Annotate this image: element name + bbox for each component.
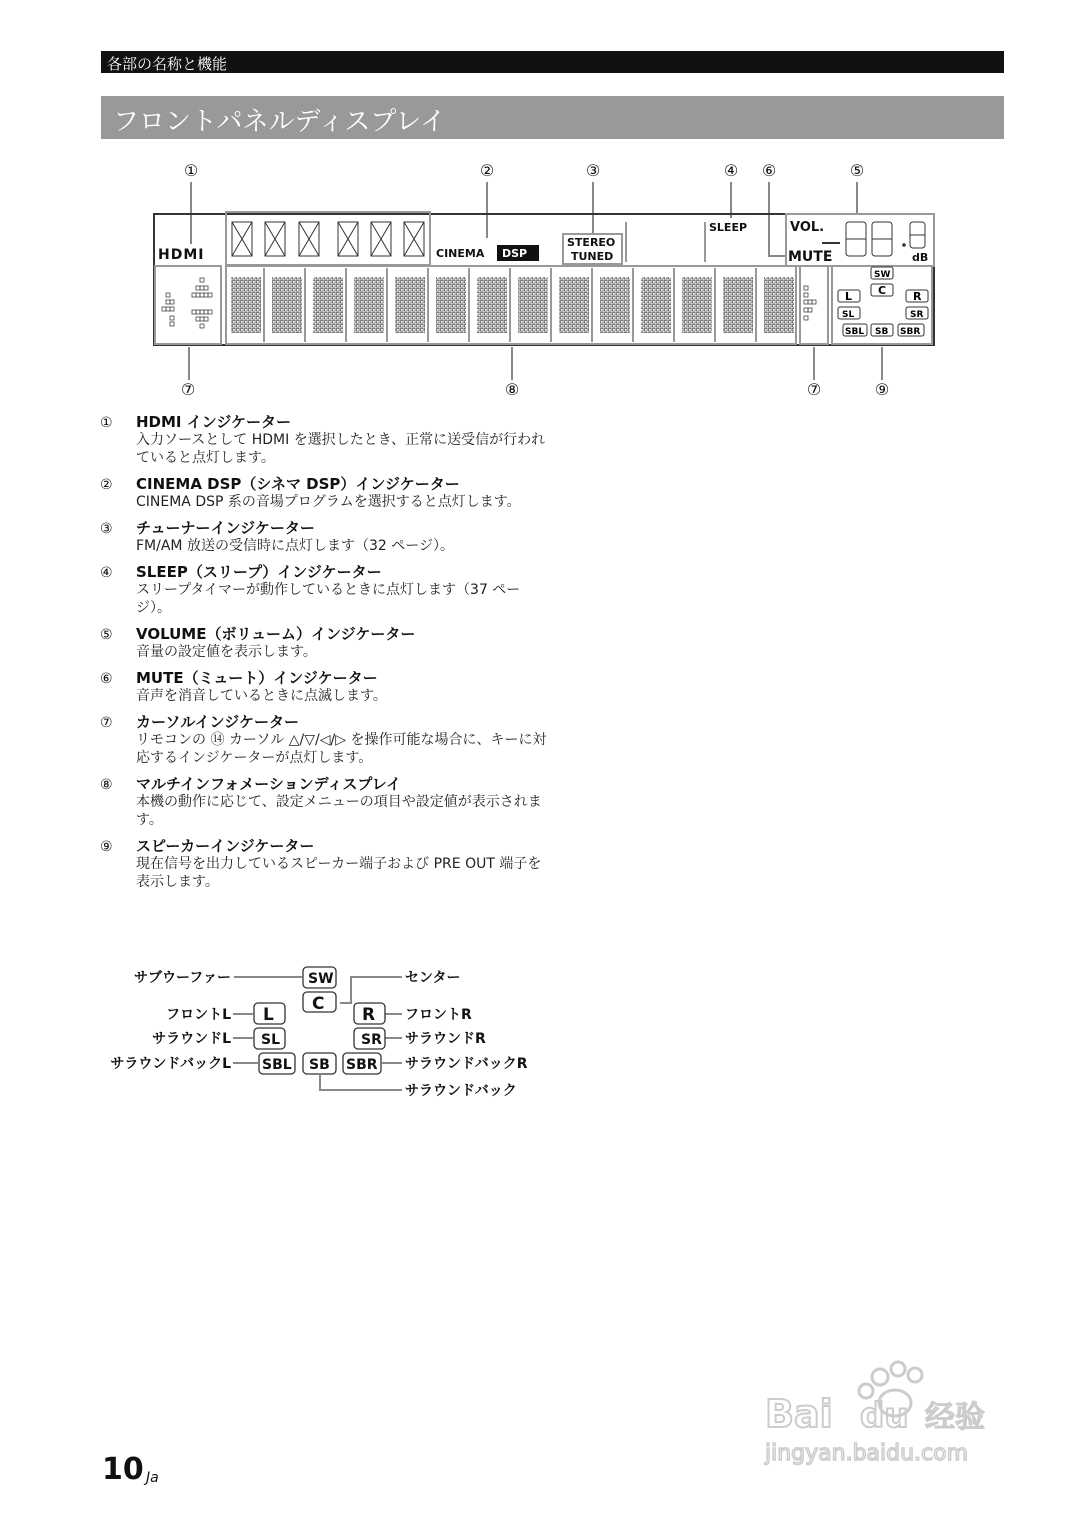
desc-item-sleep: ④ SLEEP（スリープ）インジケーター スリープタイマーが動作しているときに点灯します（37 ページ）。 bbox=[100, 563, 550, 617]
desc-text: 音声を消音しているときに点滅します。 bbox=[136, 688, 387, 704]
map-c: C bbox=[312, 994, 325, 1014]
label-surround-l: サラウンドL bbox=[152, 1031, 231, 1047]
desc-item-cursor: ⑦ カーソルインジケーター リモコンの ⑭ カーソル △/▽/◁/▷ を操作可能な場合に、キーに対応するインジケーターが点灯します。 bbox=[100, 713, 550, 767]
indicator-descriptions bbox=[100, 413, 550, 899]
spk-sw: SW bbox=[874, 270, 891, 280]
map-sbr: SBR bbox=[346, 1057, 378, 1073]
label-surround-back-r: サラウンドバックR bbox=[405, 1056, 528, 1072]
dsp-label: DSP bbox=[502, 247, 528, 260]
cursor-indicator-right bbox=[800, 266, 828, 344]
dot-matrix-characters bbox=[231, 277, 794, 333]
desc-item-hdmi: ① HDMI インジケーター 入力ソースとして HDMI を選択したとき、正常に送受信が行われていると点灯します。 bbox=[100, 413, 550, 467]
desc-item-tuner: ③ チューナーインジケーター FM/AM 放送の受信時に点灯します（32 ページ）。 bbox=[100, 519, 550, 555]
map-sb: SB bbox=[309, 1057, 330, 1073]
desc-title: CINEMA DSP（シネマ DSP）インジケーター bbox=[136, 475, 460, 493]
spk-sb: SB bbox=[875, 327, 889, 337]
map-l: L bbox=[263, 1005, 274, 1025]
desc-title: SLEEP（スリープ）インジケーター bbox=[136, 563, 382, 581]
map-sw: SW bbox=[308, 971, 334, 987]
desc-text: 音量の設定値を表示します。 bbox=[136, 644, 317, 660]
callout-7-right: ⑦ bbox=[806, 380, 822, 399]
svg-text:du: du bbox=[860, 1396, 909, 1436]
segment-digits bbox=[232, 222, 424, 256]
spk-sbl: SBL bbox=[845, 327, 865, 337]
callout-1: ① bbox=[183, 161, 199, 180]
speaker-map bbox=[110, 967, 527, 1099]
desc-title: マルチインフォメーションディスプレイ bbox=[136, 775, 402, 793]
desc-title: VOLUME（ボリューム）インジケーター bbox=[136, 625, 416, 643]
spk-l: L bbox=[845, 290, 853, 303]
segment-highlight bbox=[226, 212, 430, 265]
spk-r: R bbox=[913, 290, 922, 303]
page-language: Ja bbox=[146, 1470, 159, 1486]
page-number: 10 bbox=[102, 1452, 144, 1487]
cinema-label: CINEMA bbox=[436, 247, 485, 260]
desc-text: CINEMA DSP 系の音場プログラムを選択すると点灯します。 bbox=[136, 494, 521, 510]
label-center: センター bbox=[405, 970, 461, 986]
desc-title: スピーカーインジケーター bbox=[136, 837, 315, 855]
callout-8: ⑧ bbox=[504, 380, 520, 399]
desc-title: カーソルインジケーター bbox=[136, 713, 299, 731]
callout-2: ② bbox=[479, 161, 495, 180]
label-surround-r: サラウンドR bbox=[405, 1031, 486, 1047]
callout-6: ⑥ bbox=[761, 161, 777, 180]
label-subwoofer: サブウーファー bbox=[133, 970, 231, 986]
mute-indicator: MUTE bbox=[788, 249, 833, 265]
desc-title: MUTE（ミュート）インジケーター bbox=[136, 669, 378, 687]
svg-text:经验: 经验 bbox=[925, 1400, 985, 1435]
map-sl: SL bbox=[261, 1032, 281, 1048]
label-front-r: フロントR bbox=[405, 1007, 472, 1023]
desc-text: FM/AM 放送の受信時に点灯します（32 ページ）。 bbox=[136, 538, 454, 554]
desc-item-cinema-dsp: ② CINEMA DSP（シネマ DSP）インジケーター CINEMA DSP 系の音場プログラムを選択すると点灯します。 bbox=[100, 475, 550, 511]
desc-title: チューナーインジケーター bbox=[136, 519, 315, 537]
desc-item-speaker: ⑨ スピーカーインジケーター 現在信号を出力しているスピーカー端子および PRE OUT 端子を表示します。 bbox=[100, 837, 550, 891]
vol-label: VOL. bbox=[790, 220, 825, 235]
desc-item-multi-info: ⑧ マルチインフォメーションディスプレイ 本機の動作に応じて、設定メニューの項目や設定値が表示されます。 bbox=[100, 775, 550, 829]
desc-text: 入力ソースとして HDMI を選択したとき、正常に送受信が行われていると点灯します。 bbox=[136, 432, 546, 466]
spk-sl: SL bbox=[842, 310, 855, 320]
map-r: R bbox=[362, 1005, 376, 1025]
desc-text: スリープタイマーが動作しているときに点灯します（37 ページ）。 bbox=[136, 582, 521, 616]
baidu-watermark-logo bbox=[760, 1355, 1010, 1475]
callout-9: ⑨ bbox=[874, 380, 890, 399]
label-front-l: フロントL bbox=[166, 1007, 231, 1023]
section-label: 各部の名称と機能 bbox=[107, 55, 228, 73]
callout-7-left: ⑦ bbox=[180, 380, 196, 399]
desc-item-volume: ⑤ VOLUME（ボリューム）インジケーター 音量の設定値を表示します。 bbox=[100, 625, 550, 661]
db-label: dB bbox=[912, 251, 929, 264]
callout-5: ⑤ bbox=[849, 161, 865, 180]
cursor-indicator-left bbox=[155, 266, 221, 344]
callout-3: ③ bbox=[585, 161, 601, 180]
desc-title: HDMI インジケーター bbox=[136, 413, 292, 431]
stereo-label: STEREO bbox=[567, 236, 616, 249]
label-surround-back-l: サラウンドバックL bbox=[110, 1056, 231, 1072]
map-sr: SR bbox=[361, 1032, 382, 1048]
map-sbl: SBL bbox=[262, 1057, 292, 1073]
svg-text:Bai: Bai bbox=[765, 1392, 833, 1436]
hdmi-indicator: HDMI bbox=[158, 247, 205, 263]
spk-sbr: SBR bbox=[900, 327, 921, 337]
desc-item-mute: ⑥ MUTE（ミュート）インジケーター 音声を消音しているときに点滅します。 bbox=[100, 669, 550, 705]
desc-text: リモコンの ⑭ カーソル △/▽/◁/▷ を操作可能な場合に、キーに対応するインジケーターが点灯します。 bbox=[136, 732, 547, 766]
sleep-indicator: SLEEP bbox=[709, 221, 748, 234]
callout-4: ④ bbox=[723, 161, 739, 180]
page-title: フロントパネルディスプレイ bbox=[113, 107, 447, 137]
spk-sr: SR bbox=[910, 310, 924, 320]
desc-text: 現在信号を出力しているスピーカー端子および PRE OUT 端子を表示します。 bbox=[136, 856, 542, 890]
tuned-label: TUNED bbox=[571, 250, 614, 263]
spk-c: C bbox=[878, 284, 887, 297]
svg-text:jingyan.baidu.com: jingyan.baidu.com bbox=[765, 1441, 969, 1466]
desc-text: 本機の動作に応じて、設定メニューの項目や設定値が表示されます。 bbox=[136, 794, 542, 828]
label-surround-back: サラウンドバック bbox=[405, 1083, 517, 1099]
